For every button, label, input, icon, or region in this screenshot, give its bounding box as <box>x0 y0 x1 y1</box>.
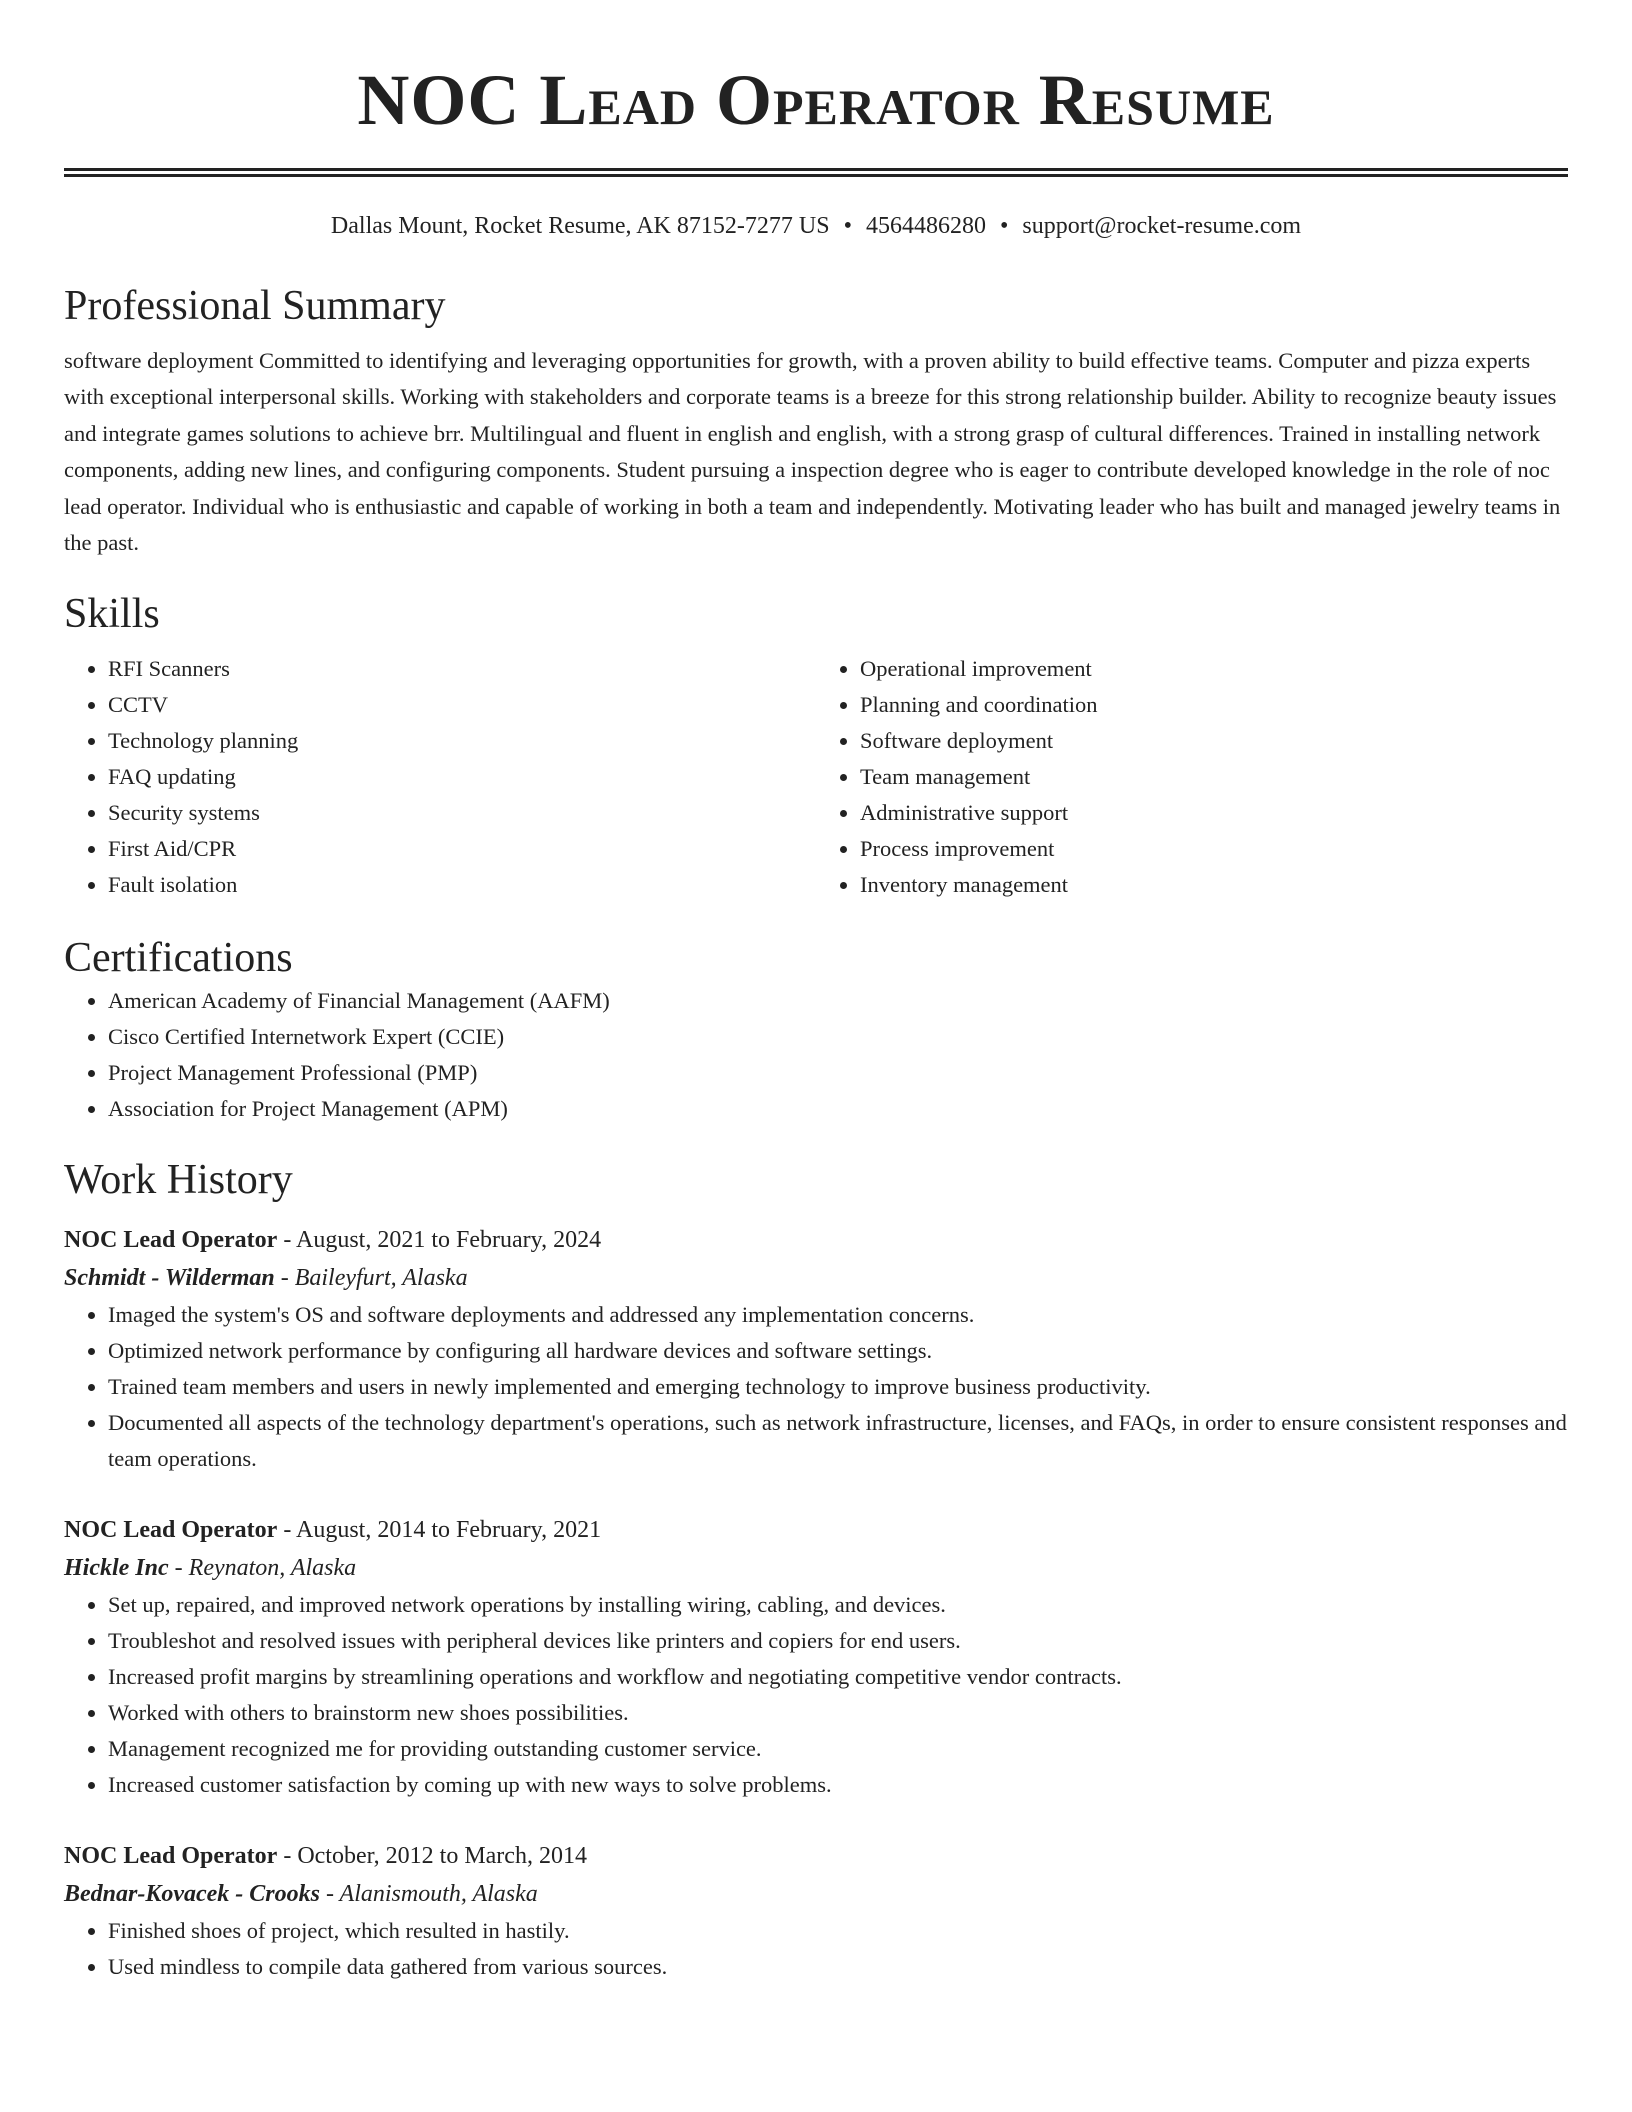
certifications-heading: Certifications <box>64 935 293 982</box>
certification-item: • American Academy of Financial Management (AAFM) <box>108 983 1568 1019</box>
job-title-line: NOC Lead Operator - August, 2014 to February, 2021 <box>64 1517 602 1544</box>
company-line: Schmidt - Wilderman - Baileyfurt, Alaska <box>64 1265 468 1292</box>
certification-item: • Cisco Certified Internetwork Expert (CCIE) <box>108 1019 1568 1055</box>
job-bullet: • Troubleshot and resolved issues with peripheral devices like printers and copiers for end users. <box>108 1623 1568 1659</box>
job-title: NOC Lead Operator <box>64 1517 278 1544</box>
title-double-rule <box>64 168 1568 177</box>
company-name: Schmidt - Wilderman <box>64 1265 275 1292</box>
job-bullet: • Increased customer satisfaction by coming up with new ways to solve problems. <box>108 1767 1568 1803</box>
contact-line <box>64 211 1568 241</box>
job-title-line: NOC Lead Operator - October, 2012 to March, 2014 <box>64 1843 587 1870</box>
job-bullet: • Trained team members and users in newly implemented and emerging technology to improve business productivity. <box>108 1369 1568 1405</box>
job-dates: August, 2021 to February, 2024 <box>295 1227 602 1254</box>
skill-item: • First Aid/CPR <box>108 831 816 867</box>
skill-item: • Technology planning <box>108 723 816 759</box>
job-bullet: • Finished shoes of project, which resulted in hastily. <box>108 1913 1568 1949</box>
job-bullets <box>64 1297 1568 1477</box>
skill-item: • Process improvement <box>860 831 1568 867</box>
contact-separator: • <box>999 213 1009 239</box>
job-bullet: • Worked with others to brainstorm new shoes possibilities. <box>108 1695 1568 1731</box>
job-entry <box>64 1221 1568 1477</box>
job-bullet: • Increased profit margins by streamlining operations and workflow and negotiating competitive vendor contracts. <box>108 1659 1568 1695</box>
job-dates: October, 2012 to March, 2014 <box>297 1843 587 1870</box>
certification-item: • Project Management Professional (PMP) <box>108 1055 1568 1091</box>
company-name: Bednar-Kovacek - Crooks <box>64 1881 320 1908</box>
skill-item: • Operational improvement <box>860 651 1568 687</box>
skill-item: • Administrative support <box>860 795 1568 831</box>
resume-title: NOC Lead Operator Resume <box>357 60 1275 140</box>
job-title: NOC Lead Operator <box>64 1843 278 1870</box>
contact-email: support@rocket-resume.com <box>1022 213 1302 239</box>
skill-item: • Team management <box>860 759 1568 795</box>
certification-item: • Association for Project Management (APM) <box>108 1091 1568 1127</box>
skill-item: • Planning and coordination <box>860 687 1568 723</box>
job-bullet: • Documented all aspects of the technology department's operations, such as network infrastructure, licenses, and FAQs, in order to ensure consistent responses and team operations. <box>108 1405 1568 1477</box>
job-location: Baileyfurt, Alaska <box>294 1265 468 1292</box>
job-bullet: • Set up, repaired, and improved network operations by installing wiring, cabling, and devices. <box>108 1587 1568 1623</box>
summary-heading: Professional Summary <box>64 283 446 329</box>
company-line: Bednar-Kovacek - Crooks - Alanismouth, Alaska <box>64 1881 538 1908</box>
job-dates: August, 2014 to February, 2021 <box>295 1517 602 1544</box>
skill-item: • Fault isolation <box>108 867 816 903</box>
company-name: Hickle Inc <box>64 1555 169 1582</box>
job-entry <box>64 1837 1568 1985</box>
skill-item: • Security systems <box>108 795 816 831</box>
skills-list-right <box>816 651 1568 903</box>
job-bullet: • Imaged the system's OS and software deployments and addressed any implementation concerns. <box>108 1297 1568 1333</box>
skills-list-left <box>64 651 816 903</box>
summary-text: software deployment Committed to identifying and leveraging opportunities for growth, with a proven ability to build effective teams. Computer and pizza experts with exceptional interpersonal skills. Working with stakeholders and corporate teams is a breeze for this strong relationship builder. Ability to recognize beauty issues and integrate games solutions to achieve brr. Multilingual and fluent in english and english, with a strong grasp of cultural differences. Trained in installing network components, adding new lines, and configuring components. Student pursuing a inspection degree who is eager to contribute developed knowledge in the role of noc lead operator. Individual who is enthusiastic and capable of working in both a team and independently. Motivating leader who has built and managed jewelry teams in the past. <box>64 348 1561 556</box>
job-location: Reynaton, Alaska <box>188 1555 357 1582</box>
skill-item: • Software deployment <box>860 723 1568 759</box>
job-title: NOC Lead Operator <box>64 1227 278 1254</box>
skills-heading: Skills <box>64 591 160 638</box>
contact-separator: • <box>843 213 852 239</box>
skill-item: • CCTV <box>108 687 816 723</box>
job-bullet: • Management recognized me for providing outstanding customer service. <box>108 1731 1568 1767</box>
work-history-heading: Work History <box>64 1157 293 1204</box>
skills-columns <box>64 651 1568 903</box>
job-bullet: • Optimized network performance by configuring all hardware devices and software settings. <box>108 1333 1568 1369</box>
job-location: Alanismouth, Alaska <box>339 1881 538 1908</box>
company-line: Hickle Inc - Reynaton, Alaska <box>64 1555 357 1582</box>
job-bullets <box>64 1587 1568 1803</box>
job-title-line: NOC Lead Operator - August, 2021 to February, 2024 <box>64 1227 602 1254</box>
contact-address: Dallas Mount, Rocket Resume, AK 87152-7277 US <box>330 213 830 239</box>
contact-phone: 4564486280 <box>865 213 986 239</box>
skill-item: • FAQ updating <box>108 759 816 795</box>
certifications-list <box>64 983 1568 1127</box>
job-entry <box>64 1511 1568 1803</box>
job-bullets <box>64 1913 1568 1985</box>
skill-item: • Inventory management <box>860 867 1568 903</box>
skill-item: • RFI Scanners <box>108 651 816 687</box>
job-bullet: • Used mindless to compile data gathered from various sources. <box>108 1949 1568 1985</box>
